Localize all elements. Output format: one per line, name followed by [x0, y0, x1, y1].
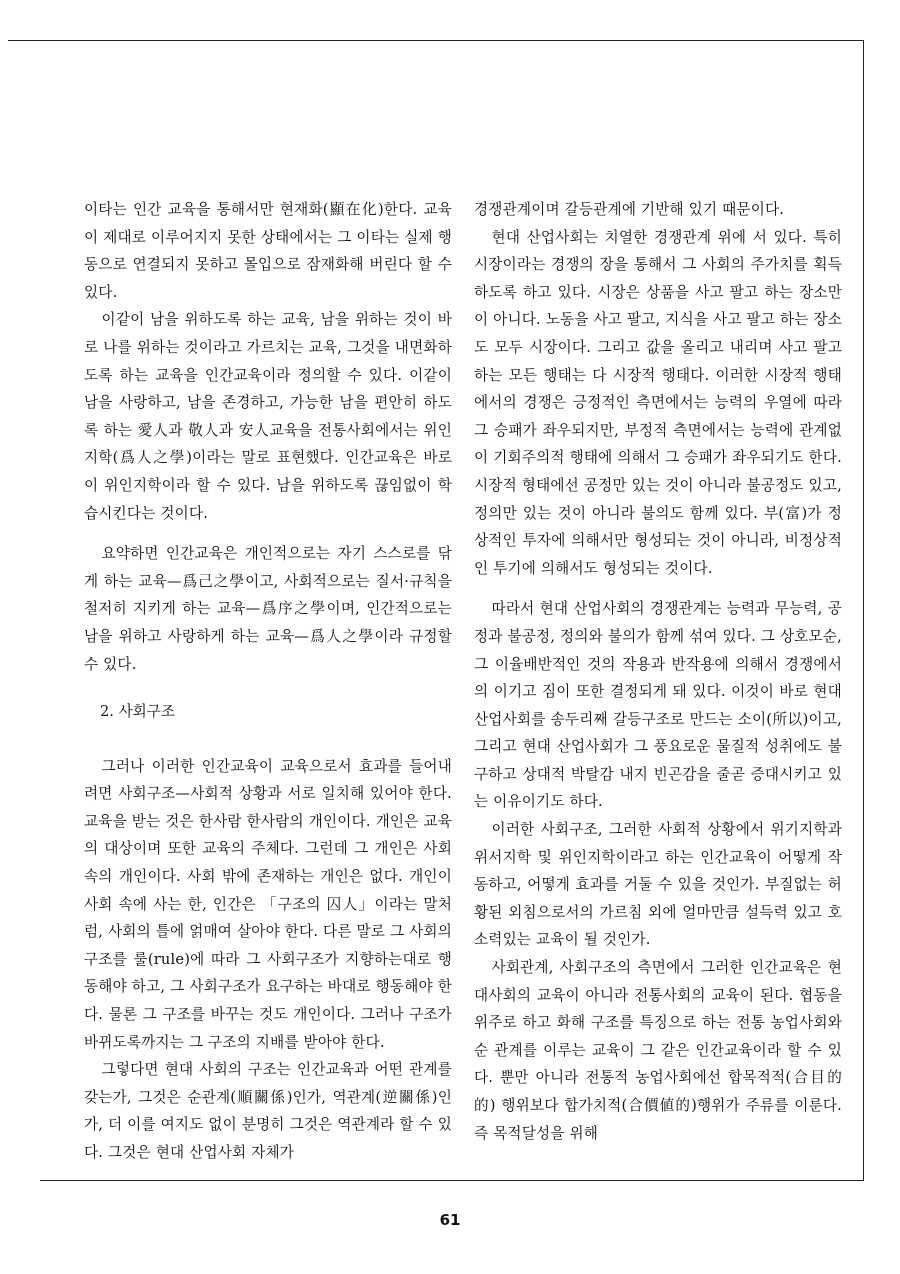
- right-paragraph-1: 경쟁관계이며 갈등관계에 기반해 있기 때문이다.: [474, 201, 785, 218]
- right-paragraph-3: 따라서 현대 산업사회의 경쟁관계는 능력과 무능력, 공정과 불공정, 정의와 불의가 함께 섞여 있다. 그 상호모순, 그 이율배반적인 것의 작용과 반작용에 의해서 경쟁에서의 이기고 짐이 또한 결정되게 돼 있다. 이것이 바로 현대 산업사회를 송두리째 갈등구조로 만드는 소이(所以)이고, 그리고 현대 산업사회가 그 풍요로운 물질적 성취에도 불구하고 상대적 박탈감 내지 빈곤감을 줄곧 증대시키고 있는 이유이기도 하다.: [474, 600, 842, 811]
- page-number: 61: [439, 1211, 461, 1229]
- section-heading: 2. 사회구조: [100, 703, 175, 721]
- right-border-rule: [863, 40, 864, 1180]
- left-paragraph-1: 이타는 인간 교육을 통해서만 현재화(顯在化)한다. 교육이 제대로 이루어지지 못한 상태에서는 그 이타는 실제 행동으로 연결되지 못하고 몰입으로 잠재화해 버린다 할 수 있다.: [84, 201, 452, 301]
- left-paragraph-5: 그렇다면 현대 사회의 구조는 인간교육과 어떤 관계를 갖는가, 그것은 순관계(順關係)인가, 역관계(逆關係)인가, 더 이를 여지도 없이 분명히 그것은 역관계라 할 수 있다. 그것은 현대 산업사회 자체가: [84, 1061, 452, 1161]
- right-paragraph-5: 사회관계, 사회구조의 측면에서 그러한 인간교육은 현대사회의 교육이 아니라 전통사회의 교육이 된다. 협동을 위주로 하고 화해 구조를 특징으로 하는 전통 농업사회와 순 관계를 이루는 교육이 그 같은 인간교육이라 할 수 있다. 뿐만 아니라 전통적 농업사회에선 합목적적(合目的的) 행위보다 합가치적(合價値的)행위가 주류를 이룬다. 즉 목적달성을 위해: [474, 959, 842, 1142]
- right-paragraph-4: 이러한 사회구조, 그러한 사회적 상황에서 위기지학과 위서지학 및 위인지학이라고 하는 인간교육이 어떻게 작동하고, 어떻게 효과를 거둘 수 있을 것인가. 부질없는 허황된 외침으로서의 가르침 외에 얼마만큼 설득력 있고 호소력있는 교육이 될 것인가.: [474, 821, 842, 949]
- left-column: [84, 196, 452, 1167]
- left-paragraph-3: 요약하면 인간교육은 개인적으로는 자기 스스로를 닦게 하는 교육—爲己之學이고, 사회적으로는 질서·규칙을 철저히 지키게 하는 교육—爲序之學이며, 인간적으로는 남을 위하고 사랑하게 하는 교육—爲人之學이라 규정할 수 있다.: [84, 545, 452, 673]
- bottom-border-rule: [40, 1180, 864, 1181]
- left-paragraph-4: 그러나 이러한 인간교육이 교육으로서 효과를 들어내려면 사회구조—사회적 상황과 서로 일치해 있어야 한다. 교육을 받는 것은 한사람 한사람의 개인이다. 개인은 교육의 대상이며 또한 교육의 주체다. 그런데 그 개인은 사회 속의 개인이다. 사회 밖에 존재하는 개인은 없다. 개인이 사회 속에 사는 한, 인간은 「구조의 囚人」이라는 말처럼, 사회의 틀에 얽매여 살아야 한다. 다른 말로 그 사회의 구조를 룰(rule)에 따라 그 사회구조가 지향하는대로 행동해야 하고, 그 사회구조가 요구하는 바대로 행동해야 한다. 물론 그 구조를 바꾸는 것도 개인이다. 그러나 구조가 바뀌도록까지는 그 구조의 지배를 받아야 한다.: [84, 757, 452, 1051]
- right-column: [474, 196, 842, 1147]
- top-border-rule: [8, 40, 864, 41]
- right-paragraph-2: 현대 산업사회는 치열한 경쟁관계 위에 서 있다. 특히 시장이라는 경쟁의 장을 통해서 그 사회의 주가치를 획득하도록 하고 있다. 시장은 상품을 사고 팔고 하는 장소만이 아니다. 노동을 사고 팔고, 지식을 사고 팔고 하는 장소도 모두 시장이다. 그리고 값을 올리고 내리며 사고 팔고 하는 모든 행태는 다 시장적 행태다. 이러한 시장적 행태에서의 경쟁은 긍정적인 측면에서는 능력의 우열에 따라 그 승패가 좌우되지만, 부정적 측면에서는 능력에 관계없이 기회주의적 행태에 의해서 그 승패가 좌우되기도 한다. 시장적 형태에선 공정만 있는 것이 아니라 불공정도 있고, 정의만 있는 것이 아니라 불의도 함께 있다. 부(富)가 정상적인 투자에 의해서만 형성되는 것이 아니라, 비정상적인 투기에 의해서도 형성되는 것이다.: [474, 228, 842, 577]
- left-paragraph-2: 이같이 남을 위하도록 하는 교육, 남을 위하는 것이 바로 나를 위하는 것이라고 가르치는 교육, 그것을 내면화하도록 하는 교육을 인간교육이라 정의할 수 있다. 이같이 남을 사랑하고, 남을 존경하고, 가능한 남을 편안히 하도록 하는 愛人과 敬人과 安人교육을 전통사회에서는 위인지학(爲人之學)이라는 말로 표현했다. 인간교육은 바로 이 위인지학이라 할 수 있다. 남을 위하도록 끊임없이 학습시킨다는 것이다.: [84, 311, 452, 522]
